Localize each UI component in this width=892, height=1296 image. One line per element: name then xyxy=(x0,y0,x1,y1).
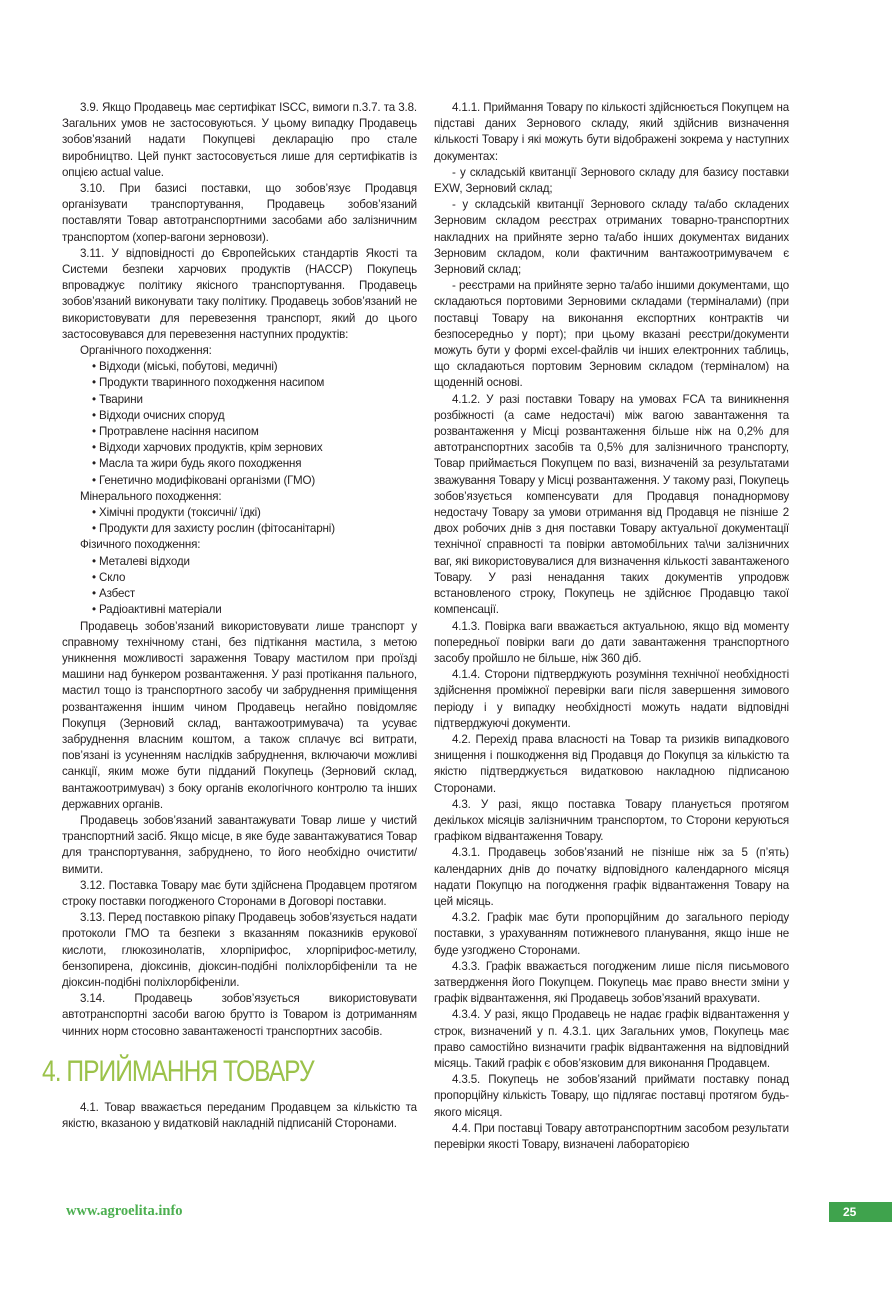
paragraph-4-3-1: 4.3.1. Продавець зобов’язаний не пізніше ніж за 5 (п’ять) календарних днів до початку відповідного календарного місяця надати Покупцю на погодження графік відвантаження Товару на цей місяць. xyxy=(434,846,789,908)
list-item: • Металеві відходи xyxy=(62,554,417,570)
list-item: - у складській квитанції Зернового складу та/або складених Зерновим складом реєстрах отриманих товарно-транспортних накладних на прийняте зерно та/або інших документах виданих Зерновим складом, коли фактичним вантажоотримувачем є Зерновий склад; xyxy=(434,198,789,277)
mineral-heading: Мінерального походження: xyxy=(80,489,222,503)
paragraph-4-3-4: 4.3.4. У разі, якщо Продавець не надає графік відвантаження у строк, визначений у п. 4.3.1. цих Загальних умов, Покупець має право самостійно визначити графік відвантаження на відповідний місяць. Такий графік є обов’язковим для виконання Продавцем. xyxy=(434,1008,789,1070)
list-item: • Радіоактивні матеріали xyxy=(62,602,417,618)
paragraph-4-1-3: 4.1.3. Повірка ваги вважається актуальною, якщо від моменту попередньої повірки ваги до дати завантаження транспортного засобу пройшло не більше, ніж 360 діб. xyxy=(434,619,789,665)
paragraph-4-3-5: 4.3.5. Покупець не зобов’язаний приймати поставку понад пропорційну кількість Товару, що підлягає поставці протягом будь-якого місяця. xyxy=(434,1073,789,1119)
paragraph-4-1: 4.1. Товар вважається переданим Продавцем за кількістю та якістю, вказаною у видатковій накладній підписаній Сторонами. xyxy=(62,1100,417,1130)
list-item: - у складській квитанції Зернового складу для базису поставки EXW, Зерновий склад; xyxy=(434,165,789,196)
list-item: • Масла та жири будь якого походження xyxy=(62,456,417,472)
left-column xyxy=(42,100,417,1132)
list-item: • Відходи очисних споруд xyxy=(62,408,417,424)
page-number-badge: 25 xyxy=(829,1202,892,1222)
list-item: • Генетично модифіковані організми (ГМО) xyxy=(62,473,417,489)
list-item: • Продукти тваринного походження насипом xyxy=(62,375,417,391)
paragraph-clean-vehicle: Продавець зобов’язаний завантажувати Товар лише у чистий транспортний засіб. Якщо місце, в яке буде завантажуватися Товар для транспортування, забруднено, то його необхідно очистити/вимити. xyxy=(62,813,417,876)
paragraph-4-3-2: 4.3.2. Графік має бути пропорційним до загального періоду поставки, з урахуванням потижневого планування, якщо інше не буде узгоджено Сторонами. xyxy=(434,911,789,957)
physical-heading: Фізичного походження: xyxy=(80,538,201,552)
paragraph-4-4: 4.4. При поставці Товару автотранспортним засобом результати перевірки якості Товару, визначені лабораторією xyxy=(434,1121,789,1151)
paragraph-4-1-4: 4.1.4. Сторони підтверджують розуміння технічної необхідності здійснення проміжної перевірки ваги після завершення зимового періоду і у випадку необхідності можуть надати відповідні підтверджуючі документи. xyxy=(434,668,789,730)
paragraph-transport-condition: Продавець зобов’язаний використовувати лише транспорт у справному технічному стані, без підтікання мастила, з метою уникнення можливості зараження Товару мастилом при проїзді машини над бункером розвантаження. У разі протікання пального, мастил тощо із транспортного засобу чи забруднення приміщення розвантаження іншим чином Продавець негайно повідомляє Покупця (Зерновий склад, вантажоотримувача) та усуває забруднення власним коштом, а також сплачує всі витрати, пов’язані із усуненням наслідків забруднення, включаючи можливі санкції, яким може бути підданий Покупець (Зерновий склад, вантажоотримувач) з боку органів екологічного контролю та інших державних органів. xyxy=(62,619,417,811)
list-item: • Азбест xyxy=(62,586,417,602)
list-item: • Відходи (міські, побутові, медичні) xyxy=(62,359,417,375)
paragraph-4-3-3: 4.3.3. Графік вважається погодженим лише після письмового затвердження його Покупцем. Покупець має право внести зміни у графік відвантаження, які Продавець зобов’язаний врахувати. xyxy=(434,959,789,1006)
list-item: • Продукти для захисту рослин (фітосанітарні) xyxy=(62,521,417,537)
section-4-title: 4. ПРИЙМАННЯ ТОВАРУ xyxy=(42,1054,314,1088)
list-item: • Протравлене насіння насипом xyxy=(62,424,417,440)
paragraph-4-1-1: 4.1.1. Приймання Товару по кількості здійснюється Покупцем на підставі даних Зернового складу, який здійснив визначення кількості Товару і які можуть бути відображені зокрема у наступних документах: xyxy=(434,101,789,163)
paragraph-3-9: 3.9. Якщо Продавець має сертифікат ISCC, вимоги п.3.7. та 3.8. Загальних умов не застосовуються. У цьому випадку Продавець зобов’язаний надати Покупцеві декларацію про стале виробництво. Цей пункт застосовується лише для сертифікатів із опцією actual value. xyxy=(62,101,417,179)
list-item: • Відходи харчових продуктів, крім зернових xyxy=(62,440,417,456)
list-item: • Тварини xyxy=(62,392,417,408)
paragraph-4-2: 4.2. Перехід права власності на Товар та ризиків випадкового знищення і пошкодження від Продавця до Покупця за кількістю та якістю підтверджується видатковою накладною підписаною Сторонами. xyxy=(434,732,789,795)
paragraph-4-1-2: 4.1.2. У разі поставки Товару на умовах FCA та виникнення розбіжності (а саме недостачі) між вагою завантаження та розвантаження у Місці розвантаження більше ніж на 0,2% для автотранспортних засобів та 0,5% для залізничного транспорту, Товар приймається Покупцем по вазі, визначеній за результатами зважування Товару у Місці розвантаження. У такому разі, Покупець зобов’язується компенсувати для Продавця понаднормову недостачу Товару за умови отримання від Продавця не пізніше 2 двох робочих днів з дня поставки Товару актуальної документації технічної справності та повірки автомобільних та\чи залізничних ваг, які використовувалися для визначення кількості завантаженого Товару. У разі ненадання таких документів упродовж встановленого строку, Покупець не здійснює Продавцю такої компенсації. xyxy=(434,392,789,617)
paragraph-3-10: 3.10. При базисі поставки, що зобов’язує Продавця організувати транспортування, Продавець зобов’язаний поставляти Товар автотранспортними засобами або залізничним транспортом (хопер-вагони зерновози). xyxy=(62,182,417,244)
list-item: - реєстрами на прийняте зерно та/або іншими документами, що складаються портовими Зерновими складами (терміналами) (при поставці Товару на виконання експортних контрактів чи безпосередньо у порт); при цьому вказані реєстри/документи можуть бути у формі excel-файлів чи інших електронних таблиць, що складаються портовим Зерновим складом (терміналом) на щоденній основі. xyxy=(434,279,789,390)
paragraph-3-13: 3.13. Перед поставкою ріпаку Продавець зобов’язується надати протоколи ГМО та безпеки з вказанням показників ерукової кислоти, глюкозинолатів, хлорпірифос, хлорпірифос-метилу, бензопирена, діоксинів, діоксин-подібні поліхлорбіфеніли та не діоксин-подібні поліхлорбіфеніли. xyxy=(62,911,417,989)
list-item: • Скло xyxy=(62,570,417,586)
paragraph-3-11: 3.11. У відповідності до Європейських стандартів Якості та Системи безпеки харчових продуктів (HACCP) Покупець впроваджує політику якісного транспортування. Продавець зобов’язаний виконувати таку політику. Продавець зобов’язаний не використовувати для перевезення транспорт, який до цього застосовувався для перевезення наступних продуктів: xyxy=(62,246,417,341)
paragraph-3-12: 3.12. Поставка Товару має бути здійснена Продавцем протягом строку поставки погодженого Сторонами в Договорі поставки. xyxy=(62,878,417,908)
footer-website-link[interactable]: www.agroelita.info xyxy=(66,1203,183,1219)
right-column xyxy=(434,100,789,1153)
paragraph-3-14: 3.14. Продавець зобов’язується використовувати автотранспортні засоби вагою брутто із Товаром із дотриманням чинних норм стосовно завантаженості транспортних засобів. xyxy=(62,992,417,1038)
paragraph-4-3: 4.3. У разі, якщо поставка Товару планується протягом декількох місяців залізничним транспортом, то Сторони керуються графіком відвантаження Товару. xyxy=(434,797,789,844)
list-item: • Хімічні продукти (токсичні/ їдкі) xyxy=(62,505,417,521)
organic-heading: Органічного походження: xyxy=(80,344,212,358)
